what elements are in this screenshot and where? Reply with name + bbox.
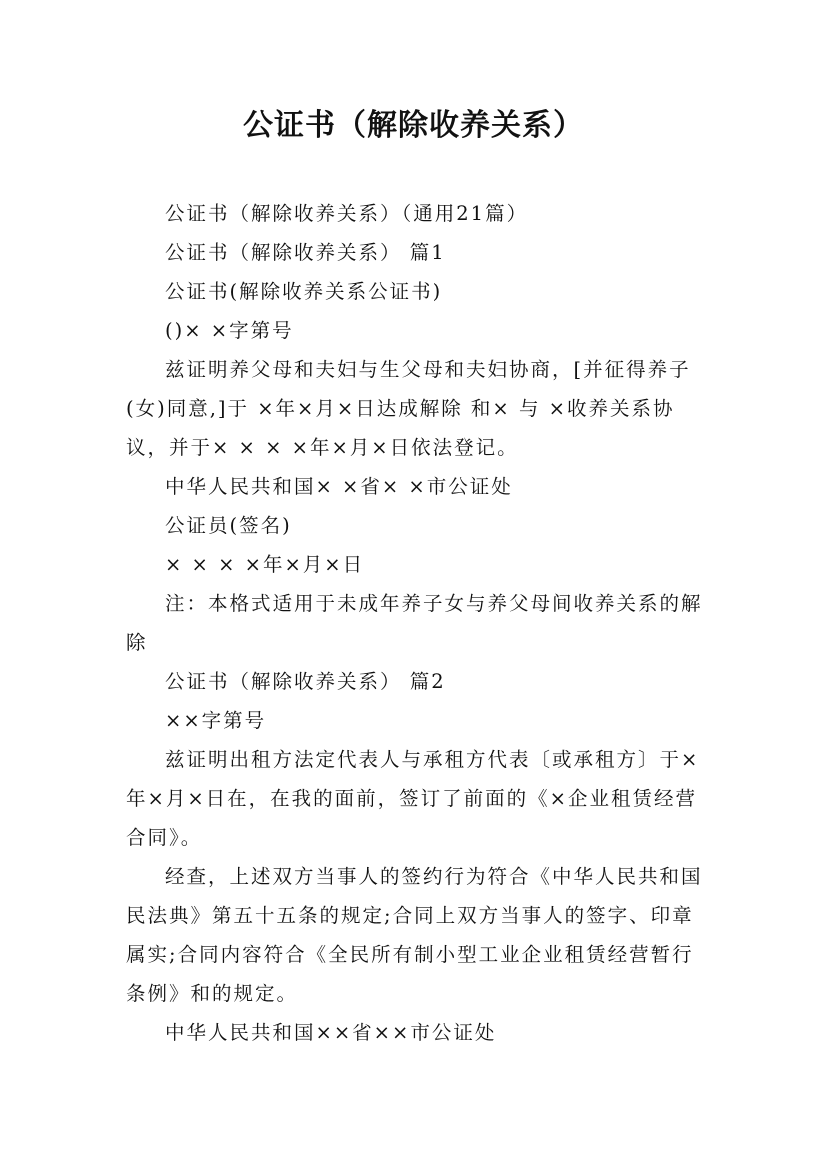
section-title-1: 公证书（解除收养关系） 篇1 <box>165 241 446 264</box>
document-number: ()× ×字第号 <box>165 319 294 342</box>
paragraph: 兹证明养父母和夫妇与生父母和夫妇协商，[并征得养子(女)同意,]于 ×年×月×日达成解除 和× 与 ×收养关系协议，并于× × × ×年×月×日依法登记。 <box>126 358 691 459</box>
note-paragraph: 注：本格式适用于未成年养子女与养父母间收养关系的解除 <box>126 592 703 654</box>
date-line: × × × ×年×月×日 <box>165 553 365 576</box>
section-title-2: 公证书（解除收养关系） 篇2 <box>165 670 446 693</box>
paragraph: 公证书(解除收养关系公证书) <box>165 280 443 303</box>
notary-signature: 公证员(签名) <box>165 514 292 537</box>
paragraph: 经查，上述双方当事人的签约行为符合《中华人民共和国民法典》第五十五条的规定;合同上双方当事人的签字、印章属实;合同内容符合《全民所有制小型工业企业租赁经营暂行条例》和的规定。 <box>126 865 703 1005</box>
paragraph: 兹证明出租方法定代表人与承租方代表〔或承租方〕于×年×月×日在，在我的面前，签订了前面的《×企业租赁经营合同》。 <box>126 748 700 849</box>
paragraph-heading: 公证书（解除收养关系）（通用21篇） <box>165 202 529 225</box>
document-body <box>126 194 706 1052</box>
document-title: 公证书（解除收养关系） <box>243 108 584 143</box>
notary-office: 中华人民共和国××省××市公证处 <box>165 1021 497 1044</box>
notary-office: 中华人民共和国× ×省× ×市公证处 <box>165 475 513 498</box>
document-number: ××字第号 <box>165 709 267 732</box>
